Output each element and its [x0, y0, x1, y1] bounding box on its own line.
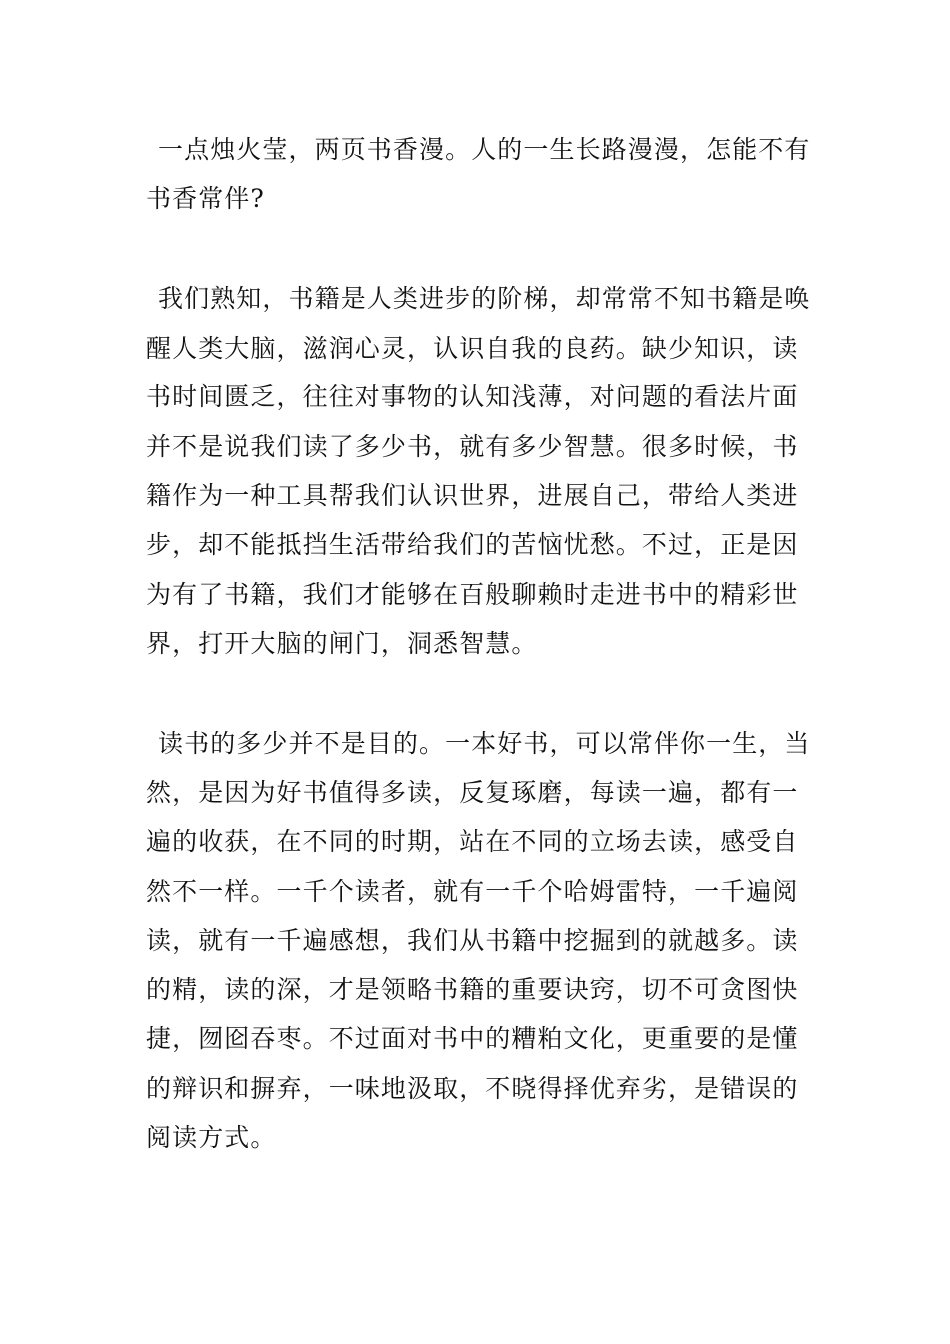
paragraph-line: 醒人类大脑，滋润心灵，认识自我的良药。缺少知识，读: [146, 334, 799, 363]
paragraph-line: 书时间匮乏，往往对事物的认知浅薄，对问题的看法片面: [146, 382, 799, 411]
paragraph-line: 步，却不能抵挡生活带给我们的苦恼忧愁。不过，正是因: [146, 530, 799, 559]
paragraph-line: 然不一样。一千个读者，就有一千个哈姆雷特，一千遍阅: [146, 877, 799, 906]
paragraph-line: 阅读方式。: [146, 1123, 277, 1152]
paragraph-line: 书香常伴?: [146, 184, 265, 213]
paragraph-line: 并不是说我们读了多少书，就有多少智慧。很多时候，书: [146, 432, 799, 461]
paragraph-line: 一点烛火莹，两页书香漫。人的一生长路漫漫，怎能不有: [158, 135, 811, 164]
paragraph-line: 界，打开大脑的闸门，洞悉智慧。: [146, 629, 538, 658]
paragraph-line: 读书的多少并不是目的。一本好书，可以常伴你一生，当: [158, 729, 811, 758]
paragraph-line: 遍的收获，在不同的时期，站在不同的立场去读，感受自: [146, 827, 799, 856]
paragraph-line: 我们熟知，书籍是人类进步的阶梯，却常常不知书籍是唤: [158, 284, 811, 313]
paragraph-line: 读，就有一千遍感想，我们从书籍中挖掘到的就越多。读: [146, 926, 799, 955]
paragraph-line: 捷，囫囵吞枣。不过面对书中的糟粕文化，更重要的是懂: [146, 1024, 799, 1053]
paragraph-line: 的辩识和摒弃，一味地汲取，不晓得择优弃劣，是错误的: [146, 1074, 799, 1103]
paragraph-line: 然，是因为好书值得多读，反复琢磨，每读一遍，都有一: [146, 778, 799, 807]
paragraph-line: 籍作为一种工具帮我们认识世界，进展自己，带给人类进: [146, 481, 799, 510]
paragraph-line: 的精，读的深，才是领略书籍的重要诀窍，切不可贪图快: [146, 975, 799, 1004]
paragraph-line: 为有了书籍，我们才能够在百般聊赖时走进书中的精彩世: [146, 580, 799, 609]
